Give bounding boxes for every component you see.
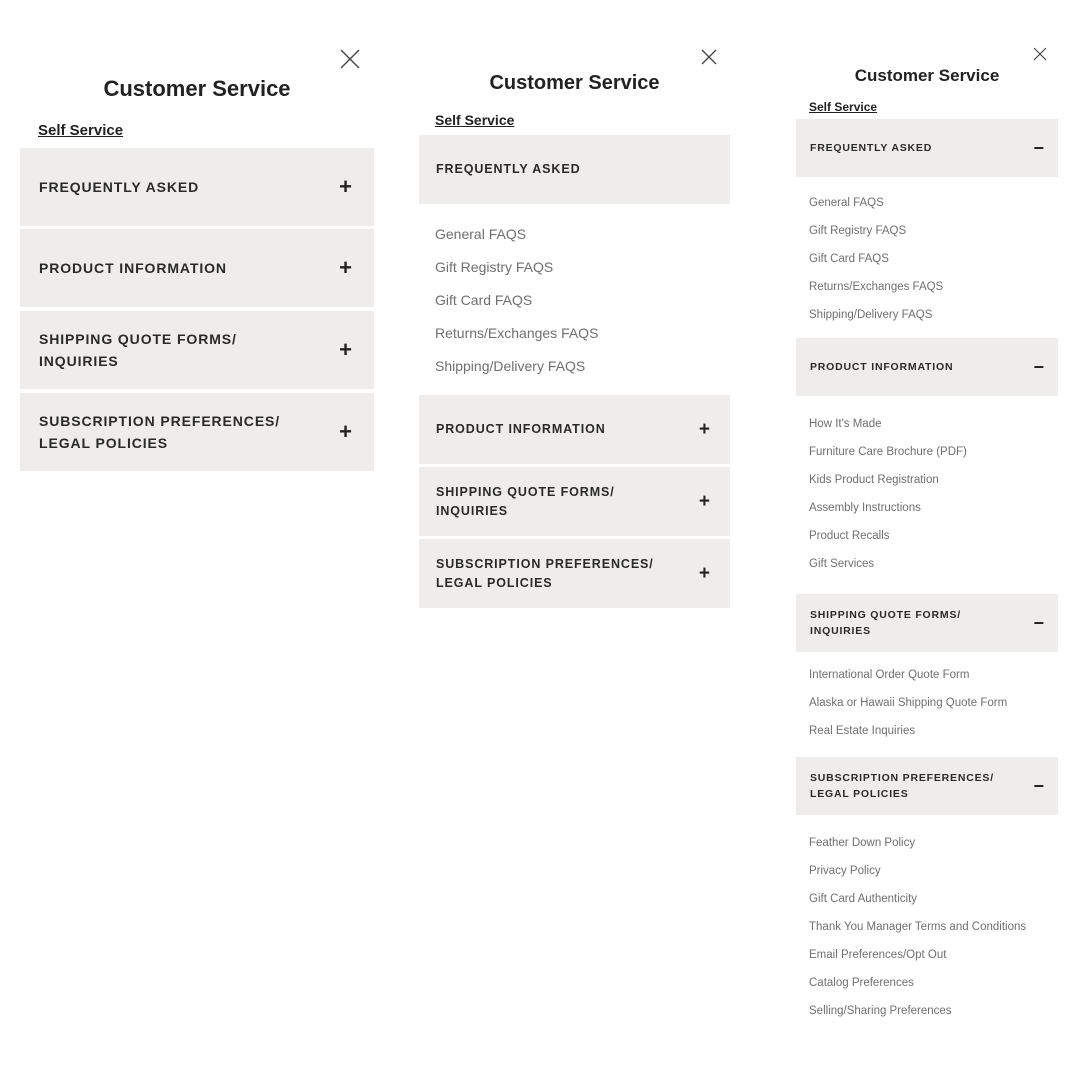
close-icon[interactable] [1033,47,1047,61]
self-service-link[interactable]: Self Service [38,122,124,139]
accordion-label: SHIPPING QUOTE FORMS/ INQUIRIES [810,609,961,637]
minus-icon[interactable]: − [1033,356,1044,377]
accordion-subscription[interactable] [796,757,1058,815]
minus-icon[interactable]: − [1033,137,1044,158]
customer-service-panel-collapsed [20,0,374,1080]
page-title: Customer Service [489,72,660,94]
plus-icon[interactable]: + [339,174,352,199]
link-alaska-hawaii-quote[interactable]: Alaska or Hawaii Shipping Quote Form [809,697,1008,709]
accordion-label: PRODUCT INFORMATION [436,422,606,436]
customer-service-panel-partial [419,0,730,1080]
self-service-link[interactable]: Self Service [809,100,878,114]
link-real-estate-inquiries[interactable]: Real Estate Inquiries [809,725,916,737]
link-kids-product-registration[interactable]: Kids Product Registration [809,474,939,486]
link-gift-card-faqs[interactable]: Gift Card FAQS [809,253,889,265]
accordion-shipping-quote[interactable] [20,311,374,389]
link-returns-exchanges-faqs[interactable]: Returns/Exchanges FAQS [809,281,944,293]
minus-icon[interactable]: − [1033,612,1044,633]
link-shipping-delivery-faqs[interactable]: Shipping/Delivery FAQS [435,358,586,374]
page-title: Customer Service [103,76,291,101]
accordion-frequently-asked[interactable] [419,135,730,204]
link-general-faqs[interactable]: General FAQS [435,226,527,242]
shipping-link-list [796,661,1058,745]
faq-link-list [796,189,1058,329]
subscription-link-list [796,829,1058,1025]
minus-icon[interactable]: − [1033,775,1044,796]
link-feather-down-policy[interactable]: Feather Down Policy [809,837,916,849]
link-thank-you-manager-terms[interactable]: Thank You Manager Terms and Conditions [809,921,1027,933]
accordion-label: FREQUENTLY ASKED [810,142,933,154]
plus-icon[interactable]: + [339,337,352,362]
accordion-shipping-quote[interactable] [796,594,1058,652]
accordion-subscription[interactable] [419,539,730,608]
plus-icon[interactable]: + [339,255,352,280]
link-catalog-preferences[interactable]: Catalog Preferences [809,977,914,989]
accordion-product-information[interactable] [20,229,374,307]
accordion-label: SHIPPING QUOTE FORMS/ INQUIRIES [39,331,237,369]
accordion-label: SUBSCRIPTION PREFERENCES/ LEGAL POLICIES [436,556,654,590]
link-gift-services[interactable]: Gift Services [809,558,875,570]
accordion-shipping-quote[interactable] [419,467,730,536]
page-title: Customer Service [854,66,1000,85]
product-link-list [796,410,1058,578]
link-gift-card-faqs[interactable]: Gift Card FAQS [435,292,533,308]
close-icon[interactable] [340,49,360,69]
accordion-label: SUBSCRIPTION PREFERENCES/ LEGAL POLICIES [39,413,281,451]
close-icon[interactable] [701,49,717,65]
accordion-label: FREQUENTLY ASKED [39,179,200,195]
plus-icon[interactable]: + [698,562,710,584]
accordion-label: SUBSCRIPTION PREFERENCES/ LEGAL POLICIES [810,772,994,800]
accordion-label: FREQUENTLY ASKED [436,162,581,176]
accordion-subscription[interactable] [20,393,374,471]
faq-link-list [419,218,730,383]
accordion-label: PRODUCT INFORMATION [810,361,954,373]
link-returns-exchanges-faqs[interactable]: Returns/Exchanges FAQS [435,325,599,341]
link-furniture-care-brochure[interactable]: Furniture Care Brochure (PDF) [809,446,967,458]
plus-icon[interactable]: + [698,490,710,512]
link-gift-registry-faqs[interactable]: Gift Registry FAQS [435,259,554,275]
accordion-label: SHIPPING QUOTE FORMS/ INQUIRIES [436,484,615,518]
link-email-preferences[interactable]: Email Preferences/Opt Out [809,949,947,961]
link-general-faqs[interactable]: General FAQS [809,197,884,209]
link-how-its-made[interactable]: How It's Made [809,418,882,430]
link-gift-card-authenticity[interactable]: Gift Card Authenticity [809,893,918,905]
link-assembly-instructions[interactable]: Assembly Instructions [809,502,921,514]
link-selling-sharing-preferences[interactable]: Selling/Sharing Preferences [809,1005,952,1017]
link-privacy-policy[interactable]: Privacy Policy [809,865,881,877]
plus-icon[interactable]: + [339,419,352,444]
plus-icon[interactable]: + [698,418,710,440]
accordion-product-information[interactable] [419,395,730,464]
accordion-product-information[interactable] [796,338,1058,396]
accordion-frequently-asked[interactable] [796,119,1058,177]
link-product-recalls[interactable]: Product Recalls [809,530,890,542]
link-gift-registry-faqs[interactable]: Gift Registry FAQS [809,225,907,237]
customer-service-panel-expanded [796,0,1058,1080]
self-service-link[interactable]: Self Service [435,112,515,128]
link-international-order-quote[interactable]: International Order Quote Form [809,669,970,681]
accordion-frequently-asked[interactable] [20,148,374,226]
link-shipping-delivery-faqs[interactable]: Shipping/Delivery FAQS [809,309,933,321]
accordion-label: PRODUCT INFORMATION [39,260,227,276]
